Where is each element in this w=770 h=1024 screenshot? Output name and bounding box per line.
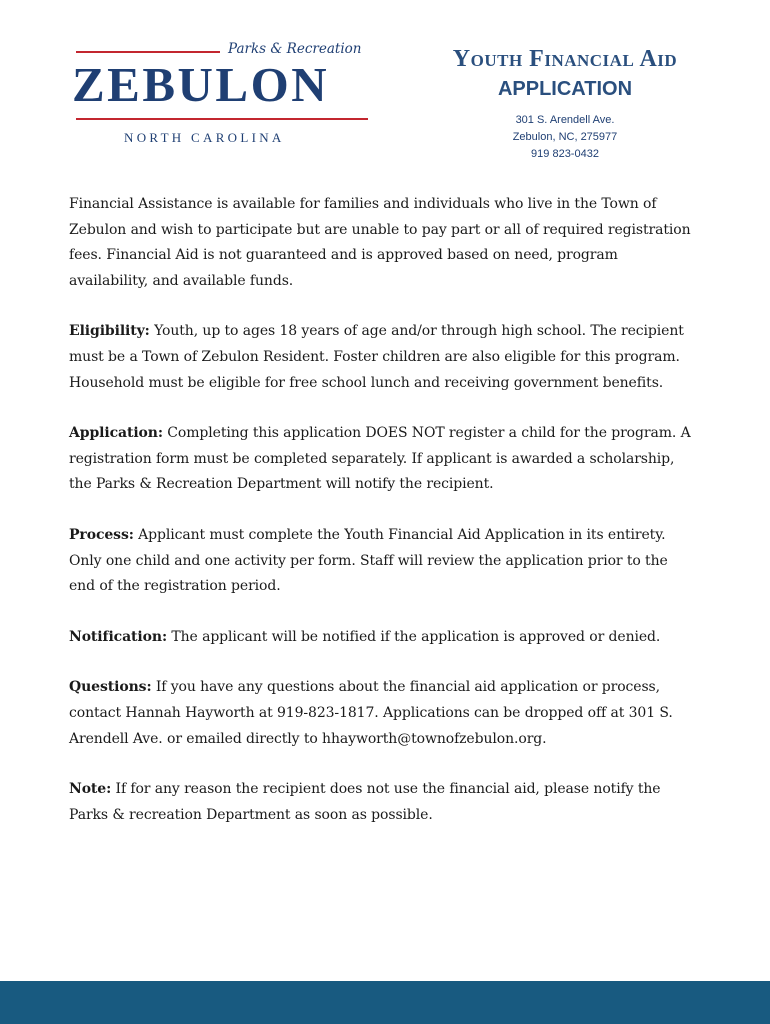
questions-paragraph [69, 675, 695, 752]
application-text: Completing this application DOES NOT register a child for the program. A registration form must be completed separately. If applicant is awarded a scholarship, the Parks & Recreation Department will notify the recipient. [69, 425, 691, 493]
address-city: Zebulon, NC, 275977 [512, 131, 618, 143]
address-phone: 919 823-0432 [531, 148, 599, 160]
logo-state: NORTH CAROLINA [124, 130, 285, 145]
logo-tagline: Parks & Recreation [228, 41, 362, 57]
title-block [395, 44, 735, 163]
document-subtitle: APPLICATION [497, 78, 633, 100]
eligibility-text: Youth, up to ages 18 years of age and/or through high school. The recipient must be a Town of Zebulon Resident. Foster children are also eligible for this program. Household must be eligible for free school lunch and receiving government benefits. [69, 323, 684, 391]
note-paragraph [69, 777, 695, 828]
logo-town-name: ZEBULON [72, 57, 330, 112]
process-text: Applicant must complete the Youth Financial Aid Application in its entirety. Only one child and one activity per form. Staff will review the application prior to the end of the registration period. [69, 526, 668, 595]
notification-paragraph [69, 625, 695, 651]
document-body [69, 192, 695, 853]
application-paragraph [69, 421, 695, 498]
application-label: Application: [69, 425, 163, 442]
eligibility-paragraph [69, 319, 695, 396]
questions-text: If you have any questions about the financial aid application or process, contact Hannah Hayworth at 919-823-1817. Applications can be dropped off at 301 S. Arendell Ave. or emailed directly to hhayworth@townofzebulon.org. [69, 679, 673, 747]
zebulon-logo [70, 40, 370, 150]
contact-address [395, 112, 735, 163]
process-label: Process: [69, 526, 134, 543]
process-paragraph [69, 523, 695, 600]
document-title: Youth Financial Aid [452, 46, 678, 72]
eligibility-label: Eligibility: [69, 323, 150, 340]
note-label: Note: [69, 781, 112, 798]
questions-label: Questions: [69, 679, 152, 696]
logo-top-rule [76, 51, 220, 53]
intro-text: Financial Assistance is available for families and individuals who live in the Town of Zebulon and wish to participate but are unable to pay part or all of required registration fees. Financial Aid is not guaranteed and is approved based on need, program availability, and available funds. [69, 196, 691, 289]
logo-bottom-rule [76, 118, 368, 120]
notification-text: The applicant will be notified if the application is approved or denied. [167, 628, 661, 645]
intro-paragraph [69, 192, 695, 294]
note-text: If for any reason the recipient does not use the financial aid, please notify the Parks & recreation Department as soon as possible. [69, 781, 661, 823]
address-street: 301 S. Arendell Ave. [515, 114, 615, 126]
notification-label: Notification: [69, 628, 168, 645]
footer-bar [0, 981, 770, 1024]
